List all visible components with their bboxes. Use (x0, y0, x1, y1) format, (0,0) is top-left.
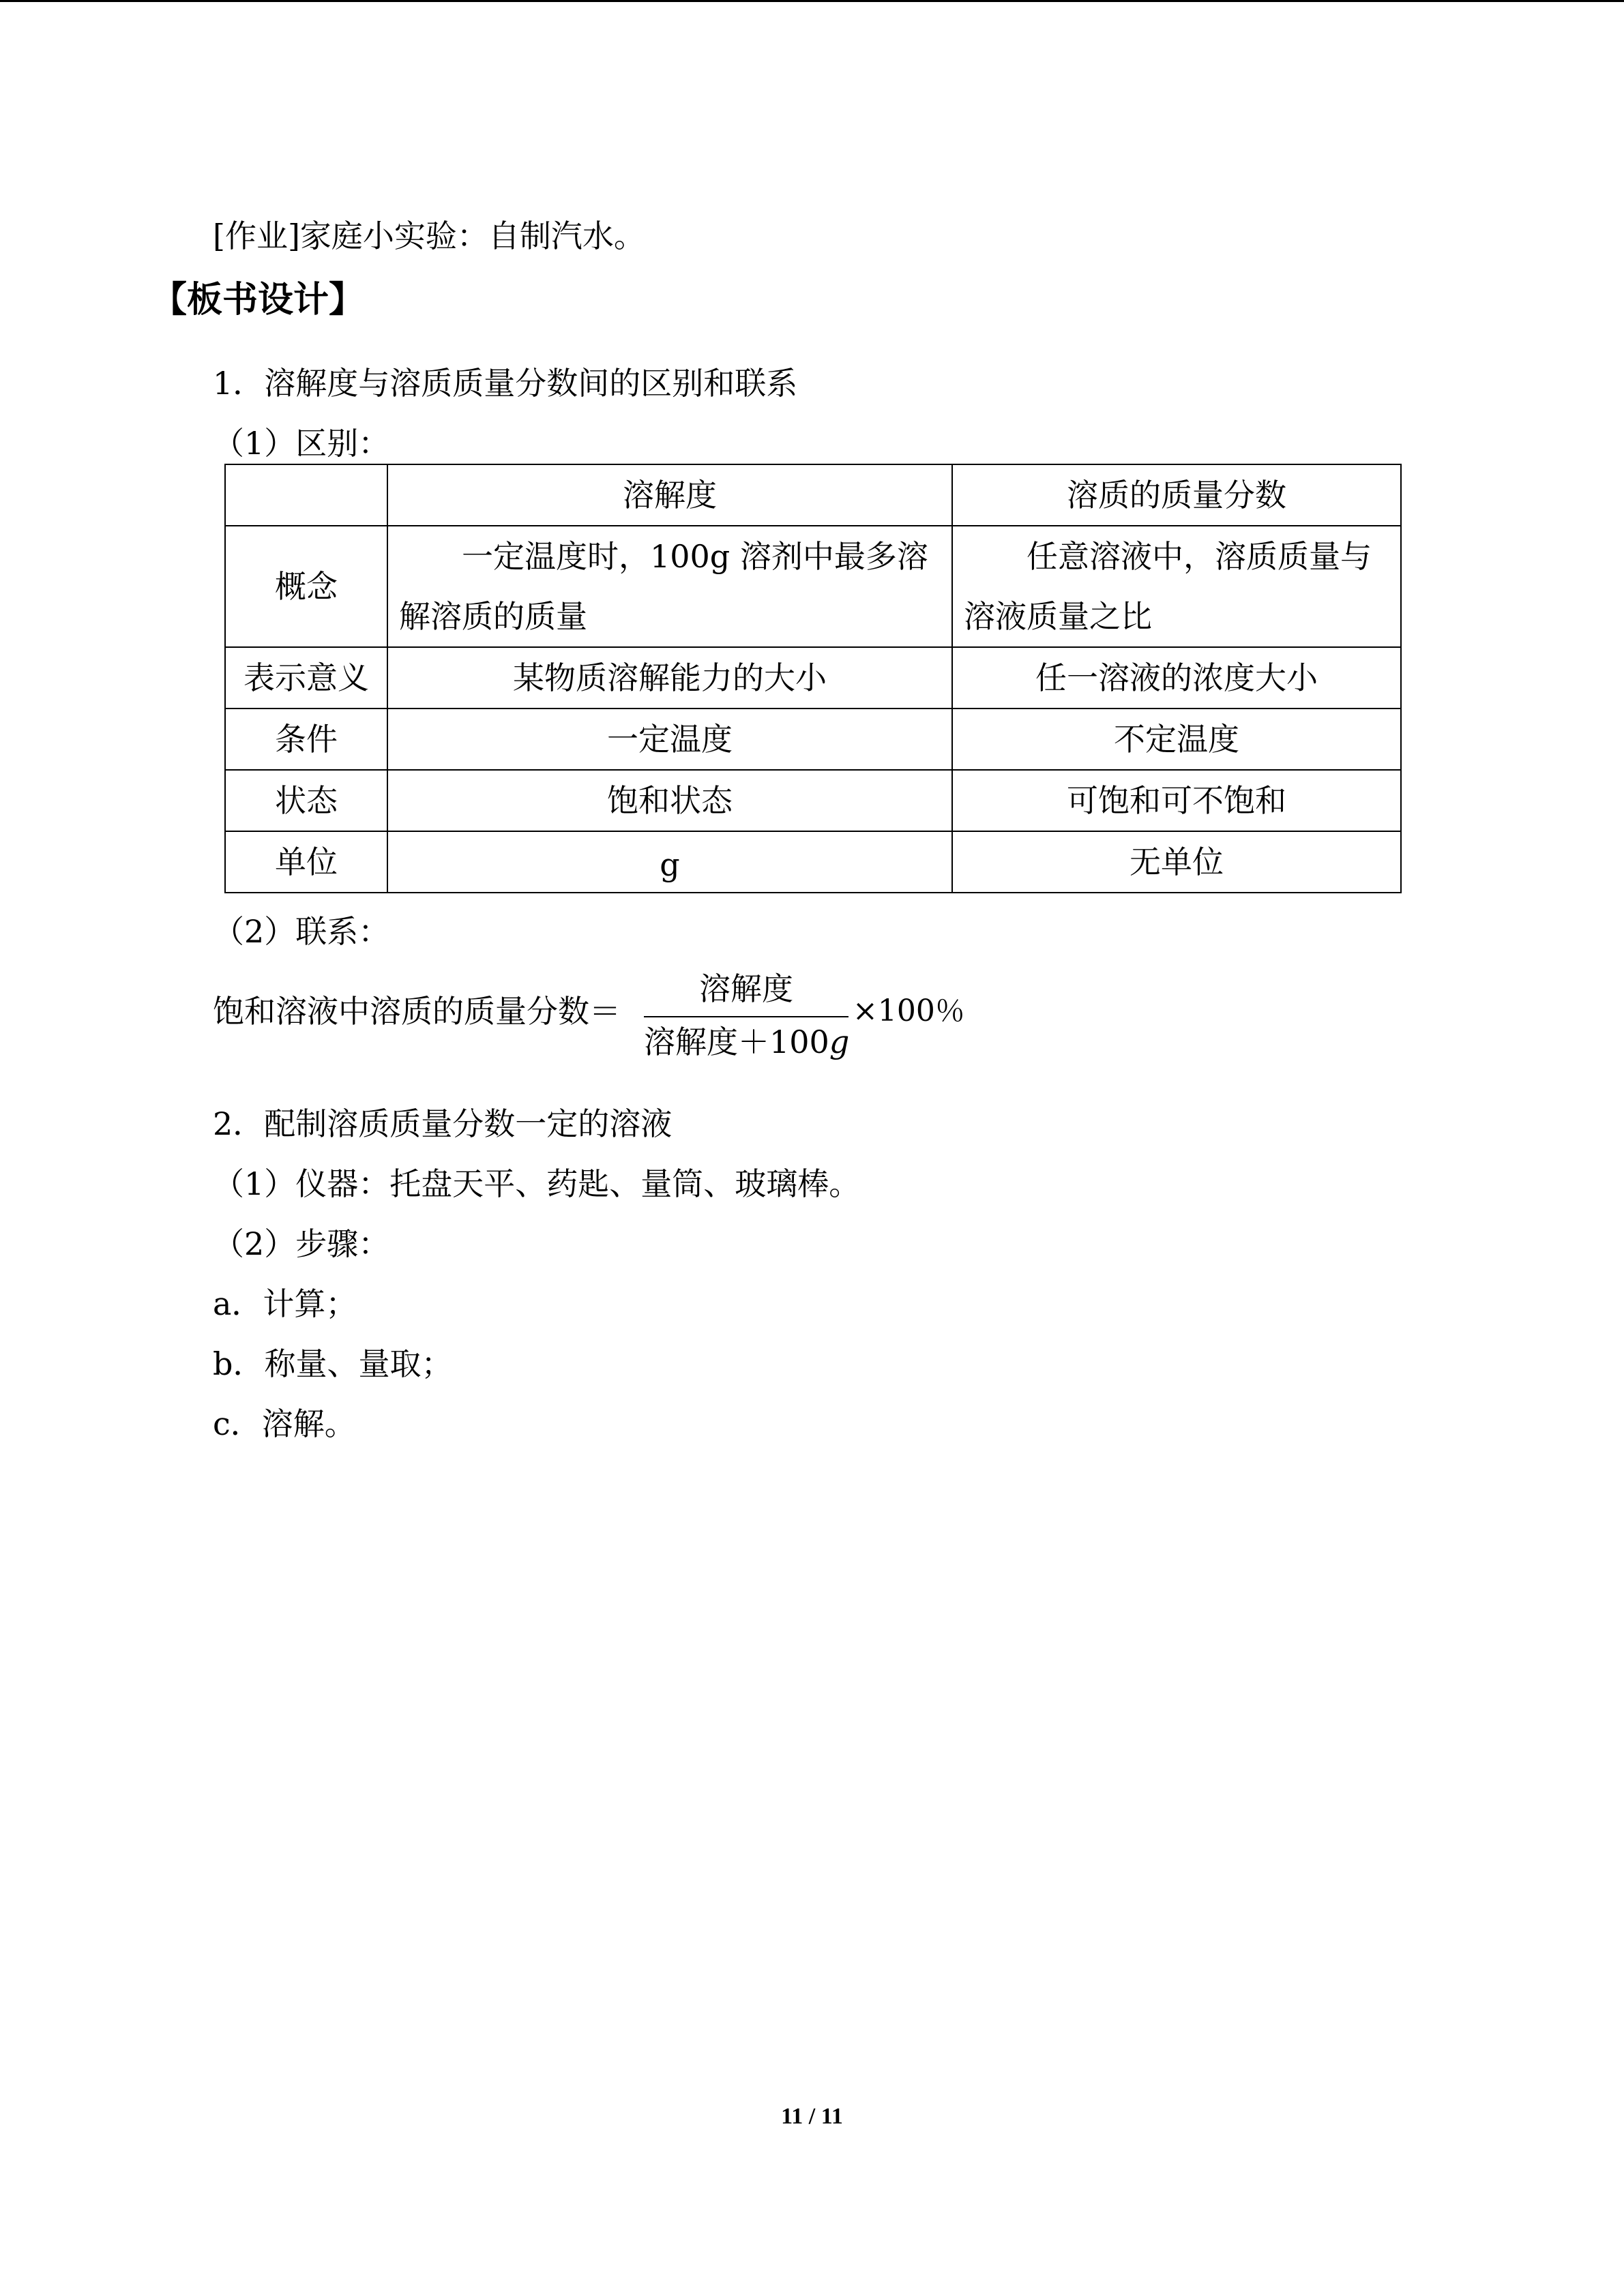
table-row (225, 647, 1401, 709)
steps-label: （2）步骤： (213, 1225, 390, 1262)
table-cell: 可饱和可不饱和 (952, 770, 1401, 831)
table-cell: 无单位 (952, 831, 1401, 893)
denominator-text: 溶解度＋100 (644, 1024, 829, 1060)
relation-label: （2）联系： (213, 913, 390, 950)
fraction-bar (644, 1016, 848, 1017)
formula-multiplier: ×100％ (853, 994, 965, 1028)
denominator-unit: g (829, 1024, 850, 1060)
table-row (225, 831, 1401, 893)
instruments-line: （1）仪器：托盘天平、药匙、量筒、玻璃棒。 (213, 1165, 861, 1202)
table-header-cell (225, 464, 387, 526)
table-cell (952, 526, 1401, 647)
table-cell: 饱和状态 (387, 770, 952, 831)
page-number: 11 / 11 (781, 2104, 843, 2129)
table-row (225, 526, 1401, 647)
table-header-cell: 溶质的质量分数 (952, 464, 1401, 526)
row-label: 概念 (225, 526, 387, 647)
cell-text: 任意溶液中，溶质质量与溶液质量之比 (964, 538, 1372, 635)
top-border-line (0, 0, 1624, 2)
homework-line: [作业]家庭小实验：自制汽水。 (213, 218, 645, 254)
table-row (225, 770, 1401, 831)
row-label: 条件 (225, 709, 387, 770)
difference-label: （1）区别： (213, 425, 390, 462)
table-header-cell: 溶解度 (387, 464, 952, 526)
formula-denominator (644, 1022, 848, 1062)
table-row (225, 709, 1401, 770)
formula-fraction (644, 968, 848, 1062)
step-item: a．计算； (213, 1285, 357, 1322)
step-item: b．称量、量取； (213, 1345, 453, 1382)
formula-numerator: 溶解度 (699, 970, 793, 1007)
table-cell: 一定温度 (387, 709, 952, 770)
row-label: 表示意义 (225, 647, 387, 709)
step-item: c．溶解。 (213, 1405, 356, 1442)
board-design-heading: 【板书设计】 (151, 279, 365, 320)
row-label: 状态 (225, 770, 387, 831)
cell-text: 一定温度时，100g 溶剂中最多溶解溶质的质量 (399, 538, 928, 635)
formula-lhs: 饱和溶液中溶质的质量分数＝ (213, 993, 621, 1030)
row-label: 单位 (225, 831, 387, 893)
table-cell (387, 526, 952, 647)
section2-title: 2．配制溶质质量分数一定的溶液 (213, 1105, 673, 1142)
table-cell: 任一溶液的浓度大小 (952, 647, 1401, 709)
table-header-row (225, 464, 1401, 526)
section1-title: 1．溶解度与溶质质量分数间的区别和联系 (213, 365, 798, 402)
table-cell: 某物质溶解能力的大小 (387, 647, 952, 709)
comparison-table (224, 464, 1402, 893)
table-cell: g (387, 831, 952, 893)
table-cell: 不定温度 (952, 709, 1401, 770)
